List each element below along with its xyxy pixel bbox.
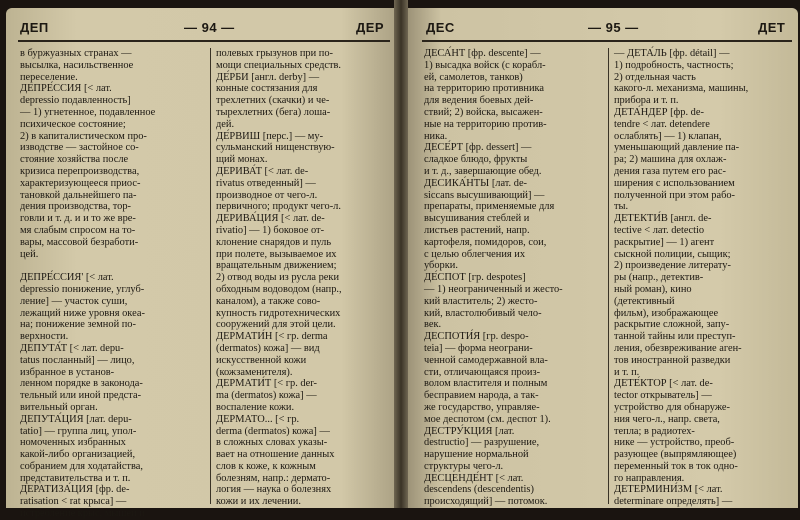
- dictionary-text-line: tective < лат. detectio: [614, 224, 705, 236]
- dictionary-text-line: танной тайны или преступ-: [614, 331, 736, 343]
- dictionary-text-line: происходящий] — потомок.: [424, 496, 548, 508]
- dictionary-text-line: rivatus отведенный] —: [216, 177, 316, 189]
- dictionary-text-line: для ведения боевых дей-: [424, 95, 534, 107]
- dictionary-text-line: какого-л. механизма, машины,: [614, 83, 749, 95]
- dictionary-text-line: прибора и т. п.: [614, 95, 679, 107]
- dictionary-text-line: тырехлетних (бега) лоша-: [216, 106, 331, 118]
- dictionary-text-line: листьев растений, напр.: [424, 224, 530, 236]
- dictionary-text-line: высылка, насильственное: [20, 59, 134, 71]
- dictionary-text-line: ДЕПРЕ́ССИЯ [< лат.: [20, 83, 112, 95]
- dictionary-text-line: переселение.: [20, 71, 78, 83]
- dictionary-text-line: ДЕТА́НДЕР [фр. de-: [614, 106, 704, 118]
- dictionary-text-line: верхности.: [20, 331, 69, 343]
- right-column-2: [614, 48, 794, 508]
- dictionary-text-line: на; понижение земной по-: [20, 319, 136, 331]
- dictionary-text-line: купность гидротехнических: [216, 307, 341, 319]
- left-header-rule: [18, 40, 390, 42]
- dictionary-text-line: обходным водоводом (напр.,: [216, 283, 342, 295]
- dictionary-text-line: ченной самодержавной вла-: [424, 354, 548, 366]
- left-column-1: [20, 48, 204, 520]
- dictionary-text-line: ДЕ́РВИШ [перс.] — му-: [216, 130, 324, 142]
- dictionary-text-line: ления, обезвреживание аген-: [614, 342, 742, 354]
- dictionary-text-line: клонение снарядов и пуль: [216, 236, 332, 248]
- dictionary-text-line: 2) отдельная часть: [614, 71, 696, 83]
- dictionary-text-line: tector открыватель] —: [614, 390, 712, 402]
- dictionary-text-line: — 1) неограниченный и жесто-: [424, 283, 563, 295]
- dictionary-text-line: искусственной кожи: [216, 354, 307, 366]
- dictionary-text-line: вары, массовой безработи-: [20, 236, 139, 248]
- dictionary-text-line: первичного; продукт чего-л.: [216, 201, 341, 213]
- dictionary-text-line: кий, властолюбивый чело-: [424, 307, 542, 319]
- dictionary-text-line: кожи и их лечении.: [216, 496, 301, 508]
- dictionary-text-line: ДЕРИВА́Т [< лат. de-: [216, 165, 309, 177]
- dictionary-text-line: ДЕСТРУ́КЦИЯ [лат.: [424, 425, 515, 437]
- dictionary-text-line: трехлетних (скачки) и че-: [216, 95, 330, 107]
- dictionary-text-line: tatus посланный] — лицо,: [20, 354, 135, 366]
- dictionary-text-line: (детективный: [614, 295, 675, 307]
- dictionary-text-line: и т. п.: [614, 366, 640, 378]
- dictionary-text-line: дения газа путем его рас-: [614, 165, 726, 177]
- dictionary-text-line: психическое состояние;: [20, 118, 126, 130]
- dictionary-text-line: ленном порядке в законода-: [20, 378, 143, 390]
- dictionary-text-line: кризиса перепроизводства,: [20, 165, 140, 177]
- dictionary-text-line: собранием для ходатайства,: [20, 460, 143, 472]
- dictionary-text-line: век.: [424, 319, 442, 331]
- dictionary-text-line: слов к коже, к кожным: [216, 460, 316, 472]
- dictionary-text-line: конные состязания для: [216, 83, 318, 95]
- dictionary-text-line: ДЕТЕ́КТОР [< лат. de-: [614, 378, 713, 390]
- right-header-guide-word-first: ДЕС: [426, 20, 455, 35]
- dictionary-text-line: ДЕ́РБИ [англ. derby] —: [216, 71, 320, 83]
- dictionary-text-line: ДЕСИКА́НТЫ [лат. de-: [424, 177, 528, 189]
- dictionary-text-line: [20, 260, 204, 272]
- dictionary-text-line: полевых грызунов при по-: [216, 48, 334, 59]
- right-column-divider: [608, 48, 609, 504]
- dictionary-text-line: 1) высадка войск (с корабл-: [424, 59, 546, 71]
- dictionary-text-line: переменный ток в ток одно-: [614, 460, 738, 472]
- dictionary-text-line: структуры чего-л.: [424, 460, 504, 472]
- dictionary-text-line: ДЕСПОТИ́Я [гр. despo-: [424, 331, 529, 343]
- dictionary-text-line: 2) в капиталистическом про-: [20, 130, 147, 142]
- dictionary-text-line: ты.: [614, 201, 629, 213]
- dictionary-text-line: каналом), а также сово-: [216, 295, 321, 307]
- dictionary-text-line: ширения с использованием: [614, 177, 735, 189]
- dictionary-text-line: ра; 2) машина для охлаж-: [614, 154, 727, 166]
- dictionary-text-line: логия — наука о болезнях: [216, 484, 332, 496]
- dictionary-text-line: нике — устройство, преоб-: [614, 437, 735, 449]
- dictionary-text-line: сооружений для этой цели.: [216, 319, 336, 331]
- right-header-guide-word-last: ДЕТ: [758, 20, 786, 35]
- dictionary-text-line: разующее (выпрямляющее): [614, 449, 737, 461]
- dictionary-text-line: истребление крыс, мышей и: [20, 508, 145, 520]
- book-gutter: [394, 0, 408, 508]
- dictionary-text-line: картофеля, помидоров, сои,: [424, 236, 547, 248]
- dictionary-text-line: препараты, применяемые для: [424, 201, 555, 213]
- dictionary-text-line: ДЕПУТА́ЦИЯ [лат. depu-: [20, 413, 132, 425]
- dictionary-text-line: ratisation < rat крыса] —: [20, 496, 127, 508]
- dictionary-text-line: волом властителя и полным: [424, 378, 548, 390]
- dictionary-text-line: derma (dermatos) кожа] —: [216, 425, 330, 437]
- dictionary-text-line: ДЕПРЕ́ССИЯ' [< лат.: [20, 272, 114, 284]
- dictionary-text-line: (кожзаменителя).: [216, 366, 293, 378]
- dictionary-text-line: на территорию противника: [424, 83, 545, 95]
- dictionary-text-line: полученной при этом рабо-: [614, 189, 736, 201]
- dictionary-text-line: siccans высушивающий] —: [424, 189, 545, 201]
- dictionary-text-line: tatio] — группа лиц, упол-: [20, 425, 137, 437]
- dictionary-text-line: ДЕРМАТИ́Н [< гр. derma: [216, 331, 328, 343]
- dictionary-text-line: щий монах.: [216, 154, 268, 166]
- dictionary-text-line: вительный орган.: [20, 401, 98, 413]
- dictionary-text-line: ДЕСЦЕНДЕ́НТ [< лат.: [424, 472, 524, 484]
- dictionary-text-line: determinare определять] —: [614, 496, 733, 508]
- dictionary-text-line: ры (напр., детектив-: [614, 272, 704, 284]
- left-column-2: [216, 48, 396, 508]
- left-page-number: — 94 —: [184, 20, 235, 35]
- dictionary-text-line: лежащий ниже уровня океа-: [20, 307, 145, 319]
- dictionary-text-line: — ДЕТА́ЛЬ [фр. détail] —: [614, 48, 730, 59]
- right-column-1: [424, 48, 604, 508]
- dictionary-text-line: представительства и т. п.: [20, 472, 131, 484]
- dictionary-text-line: в сложных словах указы-: [216, 437, 328, 449]
- left-header-guide-word-first: ДЕП: [20, 20, 49, 35]
- dictionary-text-line: какой-либо организацией,: [20, 449, 136, 461]
- dictionary-text-line: производное от чего-л.: [216, 189, 318, 201]
- dictionary-text-line: ДЕРМАТО... [< гр.: [216, 413, 300, 425]
- right-header-rule: [422, 40, 792, 42]
- dictionary-text-line: вает на отношение данных: [216, 449, 335, 461]
- dictionary-text-line: при полете, вызываемое их: [216, 248, 337, 260]
- dictionary-text-line: ДЕРАТИЗА́ЦИЯ [фр. de-: [20, 484, 130, 496]
- dictionary-text-line: уменьшающий давление па-: [614, 142, 740, 154]
- dictionary-text-line: descendens (descendentis): [424, 484, 534, 496]
- dictionary-text-line: нарушение нормальной: [424, 449, 529, 461]
- dictionary-text-line: ДЕ́СПОТ [гр. despotes]: [424, 272, 526, 284]
- dictionary-text-line: ника.: [424, 130, 448, 142]
- dictionary-text-line: 2) произведение литерату-: [614, 260, 731, 272]
- dictionary-text-line: depressio подавленность]: [20, 95, 131, 107]
- dictionary-text-line: избранное в установ-: [20, 366, 115, 378]
- dictionary-text-line: ление] — участок суши,: [20, 295, 128, 307]
- dictionary-text-line: раскрытие сложной, запу-: [614, 319, 730, 331]
- dictionary-text-line: болезням, напр.: дермато-: [216, 472, 331, 484]
- dictionary-text-line: сладкое блюдо, фрукты: [424, 154, 528, 166]
- dictionary-text-line: depressio понижение, углуб-: [20, 283, 145, 295]
- dictionary-text-line: rivatio] — 1) боковое от-: [216, 224, 325, 236]
- dictionary-text-line: сти, отличающаяся произ-: [424, 366, 541, 378]
- dictionary-text-line: в буржуазных странах —: [20, 48, 132, 59]
- dictionary-text-line: ДЕСЕ́РТ [фр. dessert] —: [424, 142, 532, 154]
- dictionary-text-line: тановкой дальнейшего па-: [20, 189, 137, 201]
- dictionary-text-line: мощи специальных средств.: [216, 59, 342, 71]
- dictionary-text-line: дения производства, тор-: [20, 201, 132, 213]
- dictionary-text-line: teia] — форма неограни-: [424, 342, 533, 354]
- dictionary-text-line: ДЕПУТА́Т [< лат. depu-: [20, 342, 124, 354]
- dictionary-text-line: ДЕСА́НТ [фр. descente] —: [424, 48, 541, 59]
- dictionary-text-line: стояние хозяйства после: [20, 154, 129, 166]
- dictionary-text-line: ные на территорию против-: [424, 118, 547, 130]
- dictionary-text-line: вращательным движением;: [216, 260, 337, 272]
- dictionary-text-line: кий властитель; 2) жесто-: [424, 295, 538, 307]
- dictionary-text-line: с целью облегчения их: [424, 248, 526, 260]
- dictionary-text-line: изводстве — застойное со-: [20, 142, 139, 154]
- dictionary-text-line: и т. д., завершающие обед.: [424, 165, 542, 177]
- dictionary-text-line: ный роман), кино: [614, 283, 692, 295]
- dictionary-text-line: ствий; 2) войска, высажен-: [424, 106, 543, 118]
- left-header-guide-word-last: ДЕР: [356, 20, 385, 35]
- dictionary-text-line: мое деспотом (см. деспот 1).: [424, 413, 551, 425]
- right-page-number: — 95 —: [588, 20, 639, 35]
- dictionary-text-line: ДЕТЕКТИ́В [англ. de-: [614, 213, 712, 225]
- dictionary-text-line: устройство для обнаруже-: [614, 401, 730, 413]
- dictionary-text-line: ДЕРМАТИ́Т [< гр. der-: [216, 378, 317, 390]
- dictionary-text-line: говли и т. д. и и то же вре-: [20, 213, 136, 225]
- dictionary-text-line: тельный или иной предста-: [20, 390, 142, 402]
- dictionary-text-line: ma (dermatos) кожа] —: [216, 390, 317, 402]
- dictionary-text-line: мя слабым спросом на то-: [20, 224, 136, 236]
- dictionary-text-line: воспаление кожи.: [216, 401, 295, 413]
- dictionary-text-line: высушивания стеблей и: [424, 213, 530, 225]
- dictionary-text-line: бесправием народа, а так-: [424, 390, 539, 402]
- dictionary-text-line: destructio] — разрушение,: [424, 437, 540, 449]
- dictionary-text-line: 2) отвод воды из русла реки: [216, 272, 340, 284]
- dictionary-text-line: тепла; в радиотех-: [614, 425, 695, 437]
- dictionary-text-line: тов иностранной разведки: [614, 354, 731, 366]
- dictionary-text-line: сыскной полиции, сыщик;: [614, 248, 731, 260]
- dictionary-text-line: раскрытие] — 1) агент: [614, 236, 715, 248]
- dictionary-text-line: фильм), изображающее: [614, 307, 719, 319]
- dictionary-text-line: 1) подробность, частность;: [614, 59, 734, 71]
- dictionary-text-line: же государство, управляе-: [424, 401, 540, 413]
- dictionary-text-line: го направления.: [614, 472, 685, 484]
- dictionary-text-line: цей.: [20, 248, 39, 260]
- dictionary-text-line: (dermatos) кожа] — вид: [216, 342, 320, 354]
- right-page: [402, 8, 798, 508]
- dictionary-text-line: дей.: [216, 118, 235, 130]
- dictionary-text-line: ДЕТЕРМИНИ́ЗМ [< лат.: [614, 484, 723, 496]
- dictionary-text-line: уборки.: [424, 260, 458, 272]
- dictionary-text-line: ния чего-л., напр. света,: [614, 413, 720, 425]
- dictionary-text-line: — 1) угнетенное, подавленное: [20, 106, 156, 118]
- left-page: [6, 8, 400, 520]
- dictionary-text-line: сульманский нищенствую-: [216, 142, 335, 154]
- dictionary-text-line: ей, самолетов, танков): [424, 71, 523, 83]
- dictionary-text-line: характеризующееся приос-: [20, 177, 141, 189]
- dictionary-text-line: ослаблять] — 1) клапан,: [614, 130, 722, 142]
- dictionary-text-line: ДЕРИВА́ЦИЯ [< лат. de-: [216, 213, 325, 225]
- dictionary-text-line: tendre < лат. detendere: [614, 118, 710, 130]
- left-column-divider: [210, 48, 211, 504]
- dictionary-text-line: номоченных избранных: [20, 437, 126, 449]
